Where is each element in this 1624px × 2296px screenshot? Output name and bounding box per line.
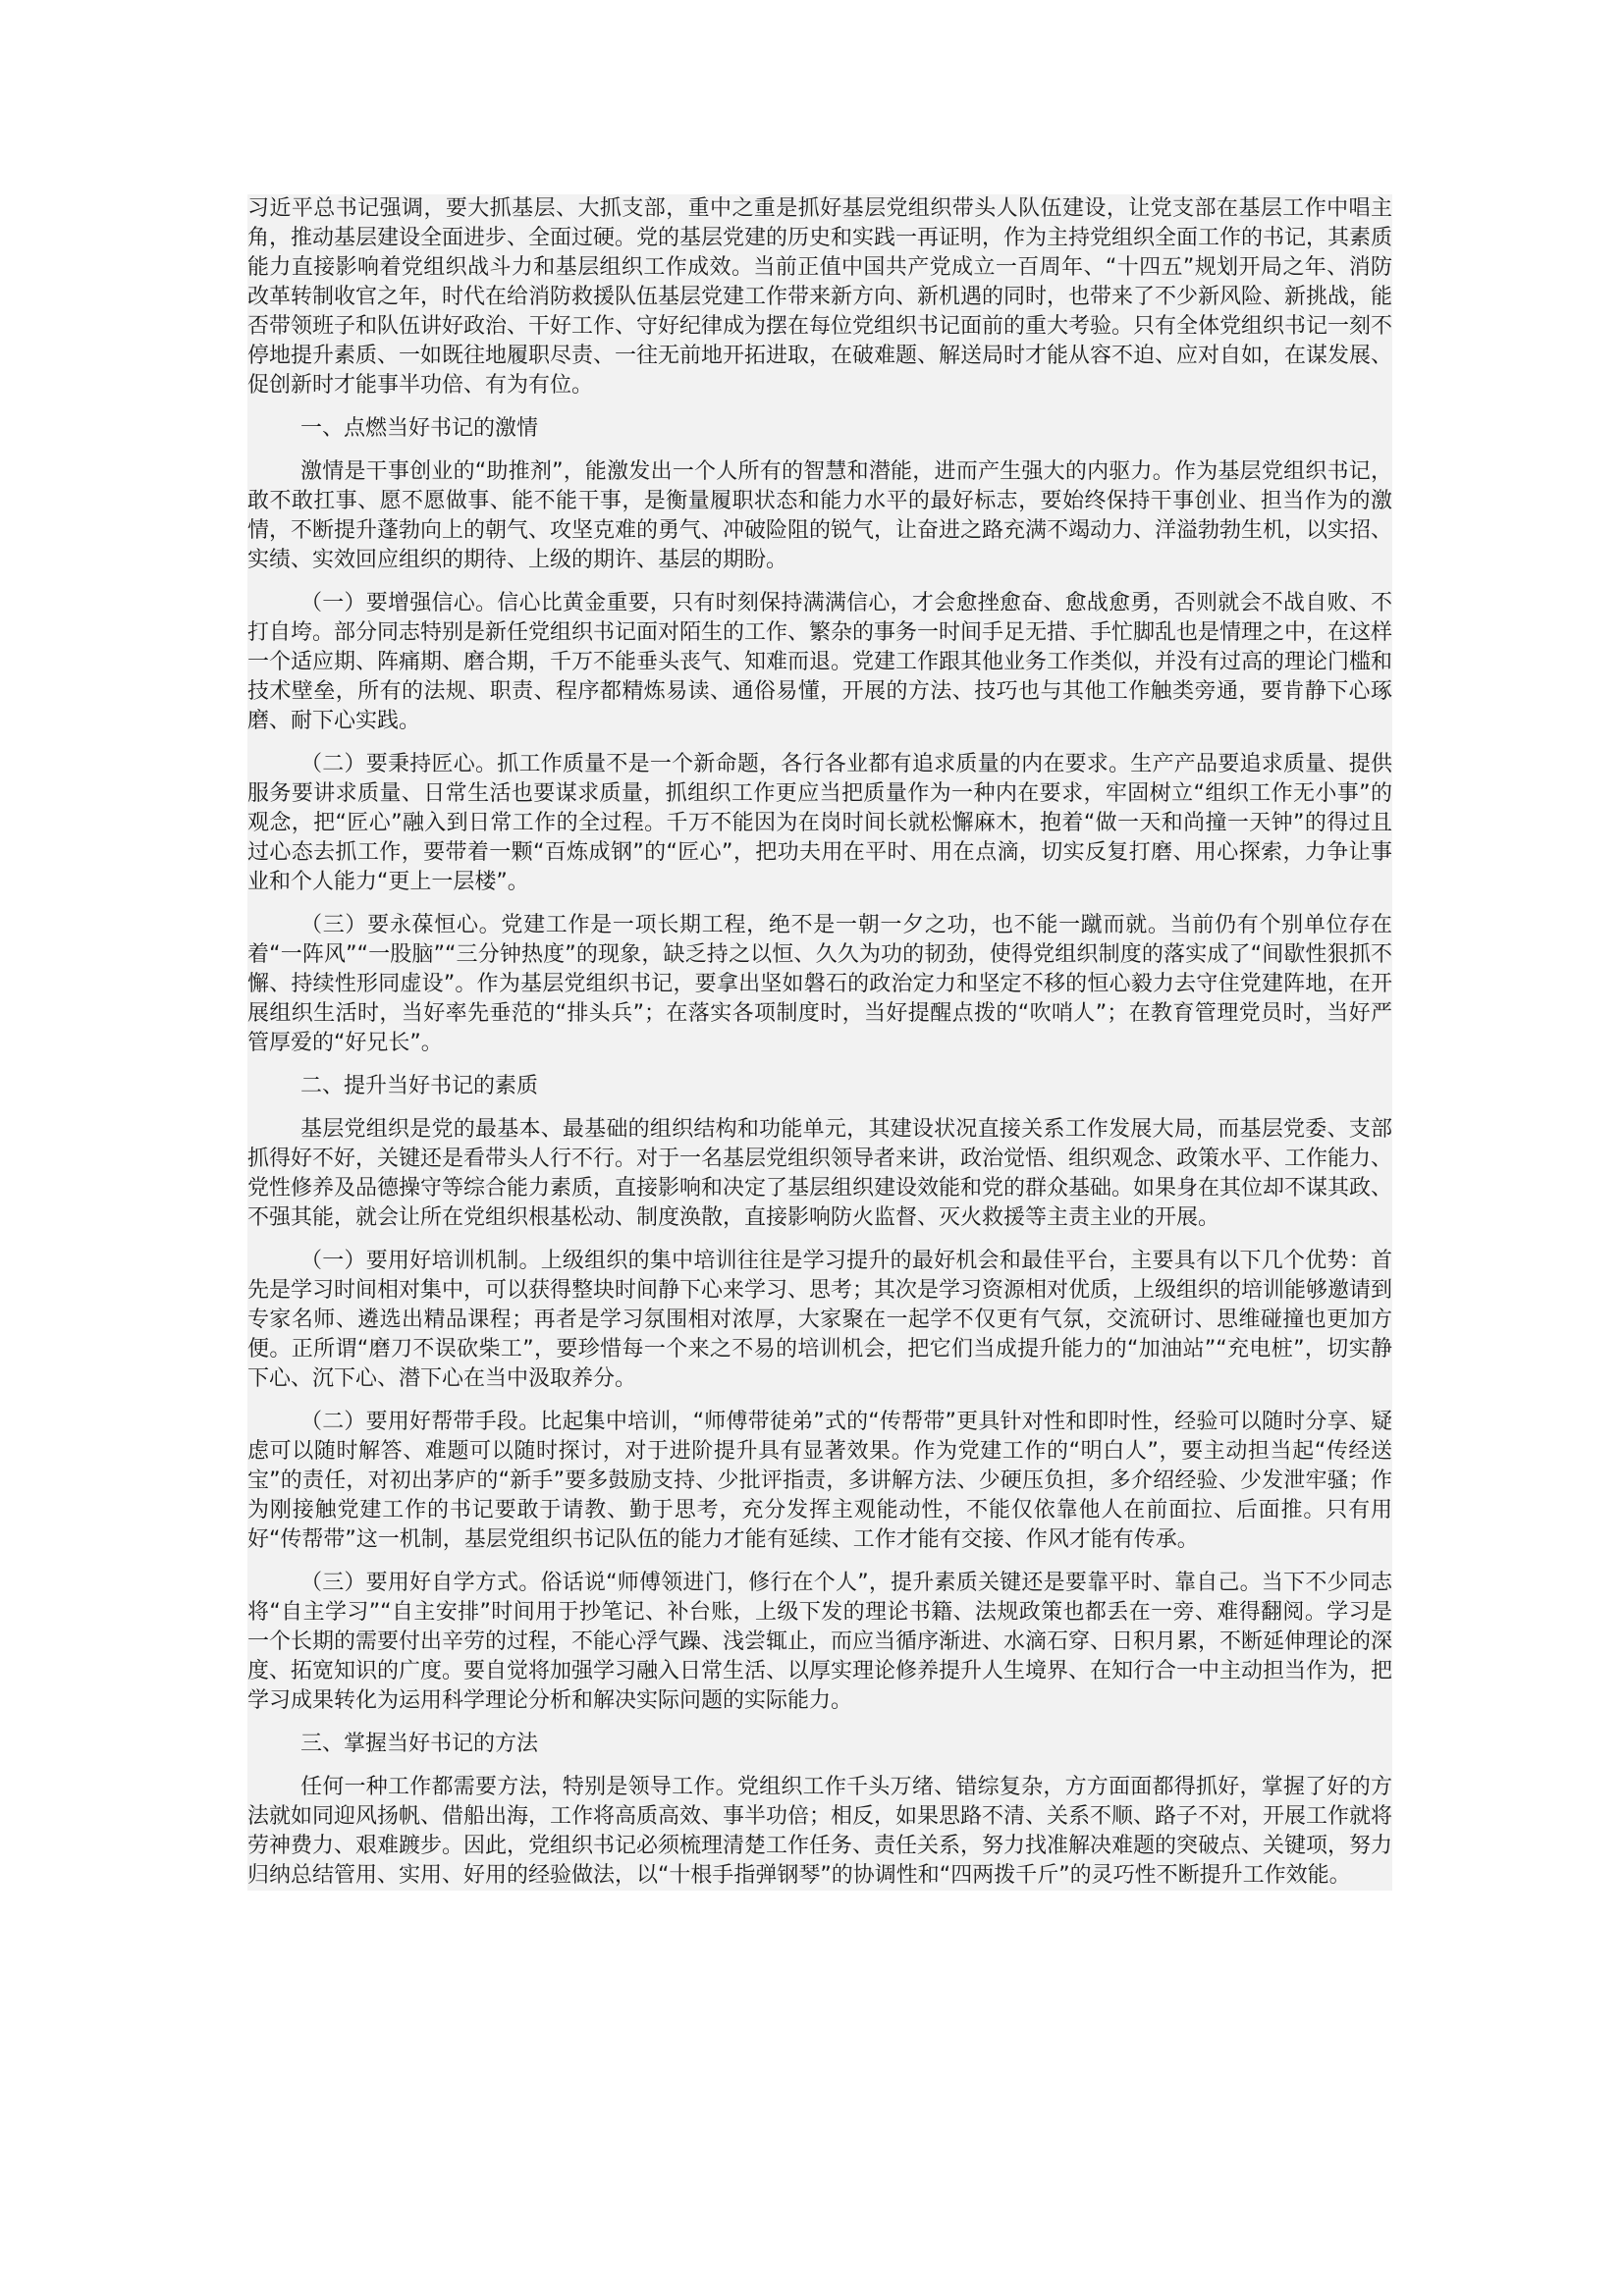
paragraph: （三）要用好自学方式。俗话说“师傅领进门，修行在个人”，提升素质关键还是要靠平时、靠自己。当下不少同志将“自主学习”“自主安排”时间用于抄笔记、补台账，上级下发的理论书籍、法规政策也都丢在一旁、难得翻阅。学习是一个长期的需要付出辛劳的过程，不能心浮气躁、浅尝辄止，而应当循序渐进、水滴石穿、日积月累，不断延伸理论的深度、拓宽知识的广度。要自觉将加强学习融入日常生活、以厚实理论修养提升人生境界、在知行合一中主动担当作为，把学习成果转化为运用科学理论分析和解决实际问题的实际能力。: [247, 1571, 1393, 1713]
paragraph: 激情是干事创业的“助推剂”，能激发出一个人所有的智慧和潜能，进而产生强大的内驱力。作为基层党组织书记，敢不敢扛事、愿不愿做事、能不能干事，是衡量履职状态和能力水平的最好标志，要始终保持干事创业、担当作为的激情，不断提升蓬勃向上的朝气、攻坚克难的勇气、冲破险阻的锐气，让奋进之路充满不竭动力、洋溢勃勃生机，以实招、实绩、实效回应组织的期待、上级的期许、基层的期盼。: [247, 459, 1393, 572]
paragraph: （一）要用好培训机制。上级组织的集中培训往往是学习提升的最好机会和最佳平台，主要具有以下几个优势：首先是学习时间相对集中，可以获得整块时间静下心来学习、思考；其次是学习资源相对优质，上级组织的培训能够邀请到专家名师、遴选出精品课程；再者是学习氛围相对浓厚，大家聚在一起学不仅更有气氛，交流研讨、思维碰撞也更加方便。正所谓“磨刀不误砍柴工”，要珍惜每一个来之不易的培训机会，把它们当成提升能力的“加油站”“充电桩”，切实静下心、沉下心、潜下心在当中汲取养分。: [247, 1249, 1393, 1391]
section-heading-1: 一、点燃当好书记的激情: [300, 416, 539, 441]
paragraph: 基层党组织是党的最基本、最基础的组织结构和功能单元，其建设状况直接关系工作发展大局，而基层党委、支部抓得好不好，关键还是看带头人行不行。对于一名基层党组织领导者来讲，政治觉悟、组织观念、政策水平、工作能力、党性修养及品德操守等综合能力素质，直接影响和决定了基层组织建设效能和党的群众基础。如果身在其位却不谋其政、不强其能，就会让所在党组织根基松动、制度涣散，直接影响防火监督、灭火救援等主责主业的开展。: [247, 1117, 1393, 1230]
paragraph: （一）要增强信心。信心比黄金重要，只有时刻保持满满信心，才会愈挫愈奋、愈战愈勇，否则就会不战自败、不打自垮。部分同志特别是新任党组织书记面对陌生的工作、繁杂的事务一时间手足无措、手忙脚乱也是情理之中，在这样一个适应期、阵痛期、磨合期，千万不能垂头丧气、知难而退。党建工作跟其他业务工作类似，并没有过高的理论门槛和技术壁垒，所有的法规、职责、程序都精炼易读、通俗易懂，开展的方法、技巧也与其他工作触类旁通，要肯静下心琢磨、耐下心实践。: [247, 591, 1393, 733]
paragraph: （二）要用好帮带手段。比起集中培训，“师傅带徒弟”式的“传帮带”更具针对性和即时性，经验可以随时分享、疑虑可以随时解答、难题可以随时探讨，对于进阶提升具有显著效果。作为党建工作的“明白人”，要主动担当起“传经送宝”的责任，对初出茅庐的“新手”要多鼓励支持、少批评指责，多讲解方法、少硬压负担，多介绍经验、少发泄牢骚；作为刚接触党建工作的书记要敢于请教、勤于思考，充分发挥主观能动性，不能仅依靠他人在前面拉、后面推。只有用好“传帮带”这一机制，基层党组织书记队伍的能力才能有延续、工作才能有交接、作风才能有传承。: [247, 1410, 1392, 1552]
paragraph: （二）要秉持匠心。抓工作质量不是一个新命题，各行各业都有追求质量的内在要求。生产产品要追求质量、提供服务要讲求质量、日常生活也要谋求质量，抓组织工作更应当把质量作为一种内在要求，牢固树立“组织工作无小事”的观念，把“匠心”融入到日常工作的全过程。千万不能因为在岗时间长就松懈麻木，抱着“做一天和尚撞一天钟”的得过且过心态去抓工作，要带着一颗“百炼成钢”的“匠心”，把功夫用在平时、用在点滴，切实反复打磨、用心探索，力争让事业和个人能力“更上一层楼”。: [247, 752, 1392, 894]
section-heading-2: 二、提升当好书记的素质: [300, 1074, 539, 1098]
document-page: [247, 194, 1392, 1891]
article-body: [247, 194, 1392, 1891]
section-heading-3: 三、掌握当好书记的方法: [300, 1732, 539, 1756]
paragraph: （三）要永葆恒心。党建工作是一项长期工程，绝不是一朝一夕之功，也不能一蹴而就。当前仍有个别单位存在着“一阵风”“一股脑”“三分钟热度”的现象，缺乏持之以恒、久久为功的韧劲，使得党组织制度的落实成了“间歇性狠抓不懈、持续性形同虚设”。作为基层党组织书记，要拿出坚如磐石的政治定力和坚定不移的恒心毅力去守住党建阵地，在开展组织生活时，当好率先垂范的“排头兵”；在落实各项制度时，当好提醒点拨的“吹哨人”；在教育管理党员时，当好严管厚爱的“好兄长”。: [247, 913, 1392, 1055]
paragraph: 任何一种工作都需要方法，特别是领导工作。党组织工作千头万绪、错综复杂，方方面面都得抓好，掌握了好的方法就如同迎风扬帆、借船出海，工作将高质高效、事半功倍；相反，如果思路不清、关系不顺、路子不对，开展工作就将劳神费力、艰难踱步。因此，党组织书记必须梳理清楚工作任务、责任关系，努力找准解决难题的突破点、关键项，努力归纳总结管用、实用、好用的经验做法，以“十根手指弹钢琴”的协调性和“四两拨千斤”的灵巧性不断提升工作效能。: [247, 1775, 1393, 1888]
intro-paragraph: 习近平总书记强调，要大抓基层、大抓支部，重中之重是抓好基层党组织带头人队伍建设，让党支部在基层工作中唱主角，推动基层建设全面进步、全面过硬。党的基层党建的历史和实践一再证明，作为主持党组织全面工作的书记，其素质能力直接影响着党组织战斗力和基层组织工作成效。当前正值中国共产党成立一百周年、“十四五”规划开局之年、消防改革转制收官之年，时代在给消防救援队伍基层党建工作带来新方向、新机遇的同时，也带来了不少新风险、新挑战，能否带领班子和队伍讲好政治、干好工作、守好纪律成为摆在每位党组织书记面前的重大考验。只有全体党组织书记一刻不停地提升素质、一如既往地履职尽责、一往无前地开拓进取，在破难题、解送局时才能从容不迫、应对自如，在谋发展、促创新时才能事半功倍、有为有位。: [247, 196, 1393, 398]
